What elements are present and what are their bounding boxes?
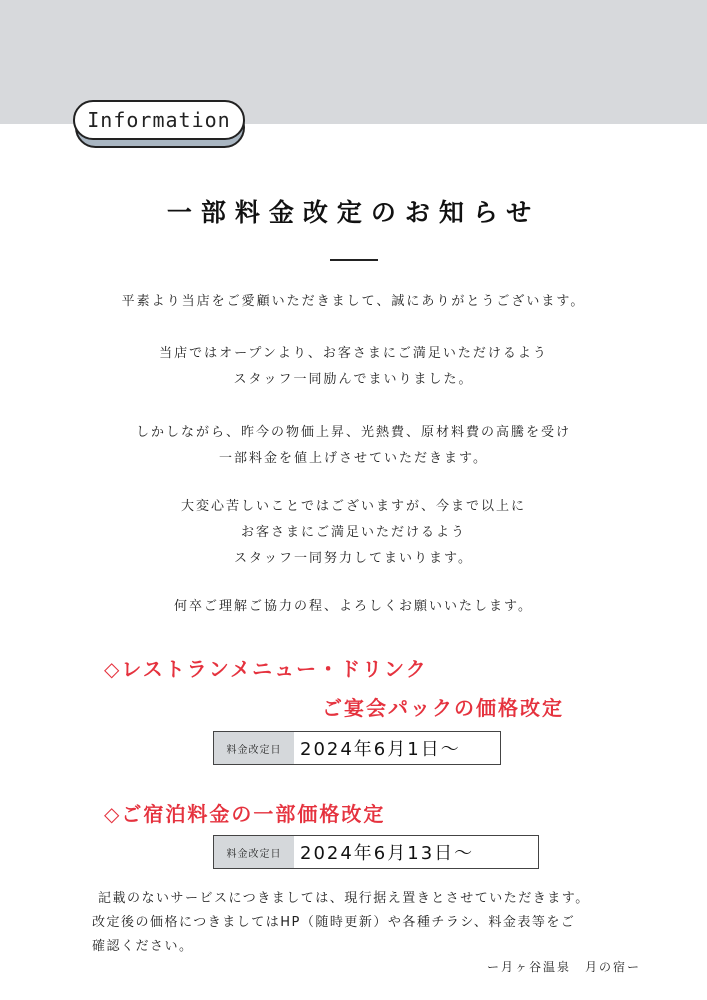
footer-notes (92, 887, 652, 959)
text-line: しかしながら、昨今の物価上昇、光熱費、原材料費の高騰を受け (135, 425, 571, 440)
information-badge (73, 100, 247, 152)
date-value: 2024年6月1日〜 (300, 739, 461, 760)
section1-heading: ◇レストランメニュー・ドリンク (104, 657, 428, 681)
page-title: 一部料金改定のお知らせ (166, 198, 541, 227)
section1-date-box (213, 731, 501, 765)
text-line: 平素より当店をご愛顧いただきまして、誠にありがとうございます。 (121, 294, 586, 309)
text-line: 何卒ご理解ご協力の程、よろしくお願いいたします。 (174, 599, 533, 614)
paragraph-reason (0, 420, 707, 472)
text-line: 当店ではオープンより、お客さまにご満足いただけるよう (159, 346, 548, 361)
title-divider (330, 259, 378, 261)
paragraph-greeting (0, 289, 707, 315)
text-line: 記載のないサービスにつきましては、現行据え置きとさせていただきます。 (98, 891, 590, 906)
text-line: お客さまにご満足いただけるよう (240, 525, 466, 540)
text-line: 一部料金を値上げさせていただきます。 (219, 451, 488, 466)
text-line: スタッフ一同励んでまいりました。 (233, 372, 474, 387)
paragraph-closing (0, 594, 707, 620)
badge-label: Information (73, 100, 245, 140)
text-line: 改定後の価格につきましてはHP（随時更新）や各種チラシ、料金表等をご (92, 915, 576, 930)
section2-date-box (213, 835, 539, 869)
text-line: スタッフ一同努力してまいります。 (234, 551, 473, 566)
paragraph-apology (0, 494, 707, 572)
date-label: 料金改定日 (214, 836, 294, 868)
date-value: 2024年6月13日〜 (300, 843, 475, 864)
date-label: 料金改定日 (214, 732, 294, 764)
paragraph-service (0, 341, 707, 393)
section2-heading: ◇ご宿泊料金の一部価格改定 (104, 802, 386, 826)
text-line: 大変心苦しいことではございますが、今まで以上に (180, 499, 526, 514)
text-line: 確認ください。 (92, 939, 194, 954)
signature: ー月ヶ谷温泉 月の宿ー (486, 960, 641, 974)
section1-subheading: ご宴会パックの価格改定 (322, 696, 564, 720)
